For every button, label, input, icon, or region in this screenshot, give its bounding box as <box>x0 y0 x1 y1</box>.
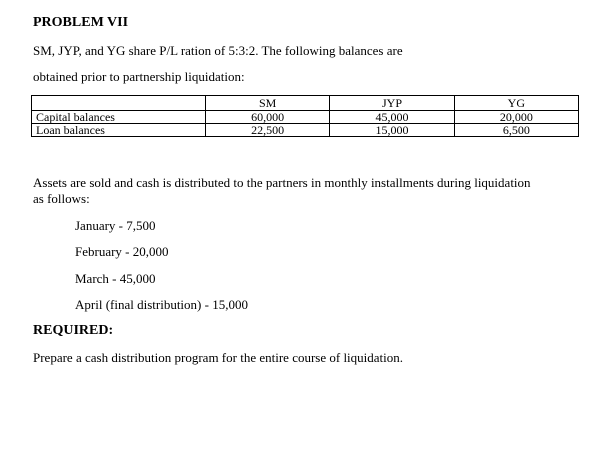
row-label-capital: Capital balances <box>32 111 206 124</box>
cell-loan-jyp: 15,000 <box>330 124 454 137</box>
intro-text-line-2: obtained prior to partnership liquidation: <box>33 69 245 84</box>
installment-february: February - 20,000 <box>75 244 169 259</box>
cell-capital-yg: 20,000 <box>454 111 578 124</box>
column-header-yg: YG <box>454 96 578 111</box>
required-heading: REQUIRED: <box>33 323 114 338</box>
column-header-sm: SM <box>206 96 330 111</box>
table-row-capital <box>32 111 579 124</box>
cell-loan-sm: 22,500 <box>206 124 330 137</box>
cell-capital-sm: 60,000 <box>206 111 330 124</box>
intro-text-line-1: SM, JYP, and YG share P/L ration of 5:3:2. The following balances are <box>33 43 403 58</box>
installment-march: March - 45,000 <box>75 271 156 286</box>
table-corner-cell <box>32 96 206 111</box>
cell-capital-jyp: 45,000 <box>330 111 454 124</box>
installment-april: April (final distribution) - 15,000 <box>75 297 248 312</box>
assets-text-line-2: as follows: <box>33 191 90 206</box>
table-row-loan <box>32 124 579 137</box>
cell-loan-yg: 6,500 <box>454 124 578 137</box>
balances-table <box>31 95 579 137</box>
required-text: Prepare a cash distribution program for the entire course of liquidation. <box>33 350 404 365</box>
row-label-loan: Loan balances <box>36 123 105 137</box>
table-header-row <box>32 96 579 111</box>
problem-title: PROBLEM VII <box>33 15 129 30</box>
assets-text-line-1: Assets are sold and cash is distributed to the partners in monthly installments during liquidation <box>33 175 531 190</box>
installment-january: January - 7,500 <box>75 218 156 233</box>
column-header-jyp: JYP <box>330 96 454 111</box>
